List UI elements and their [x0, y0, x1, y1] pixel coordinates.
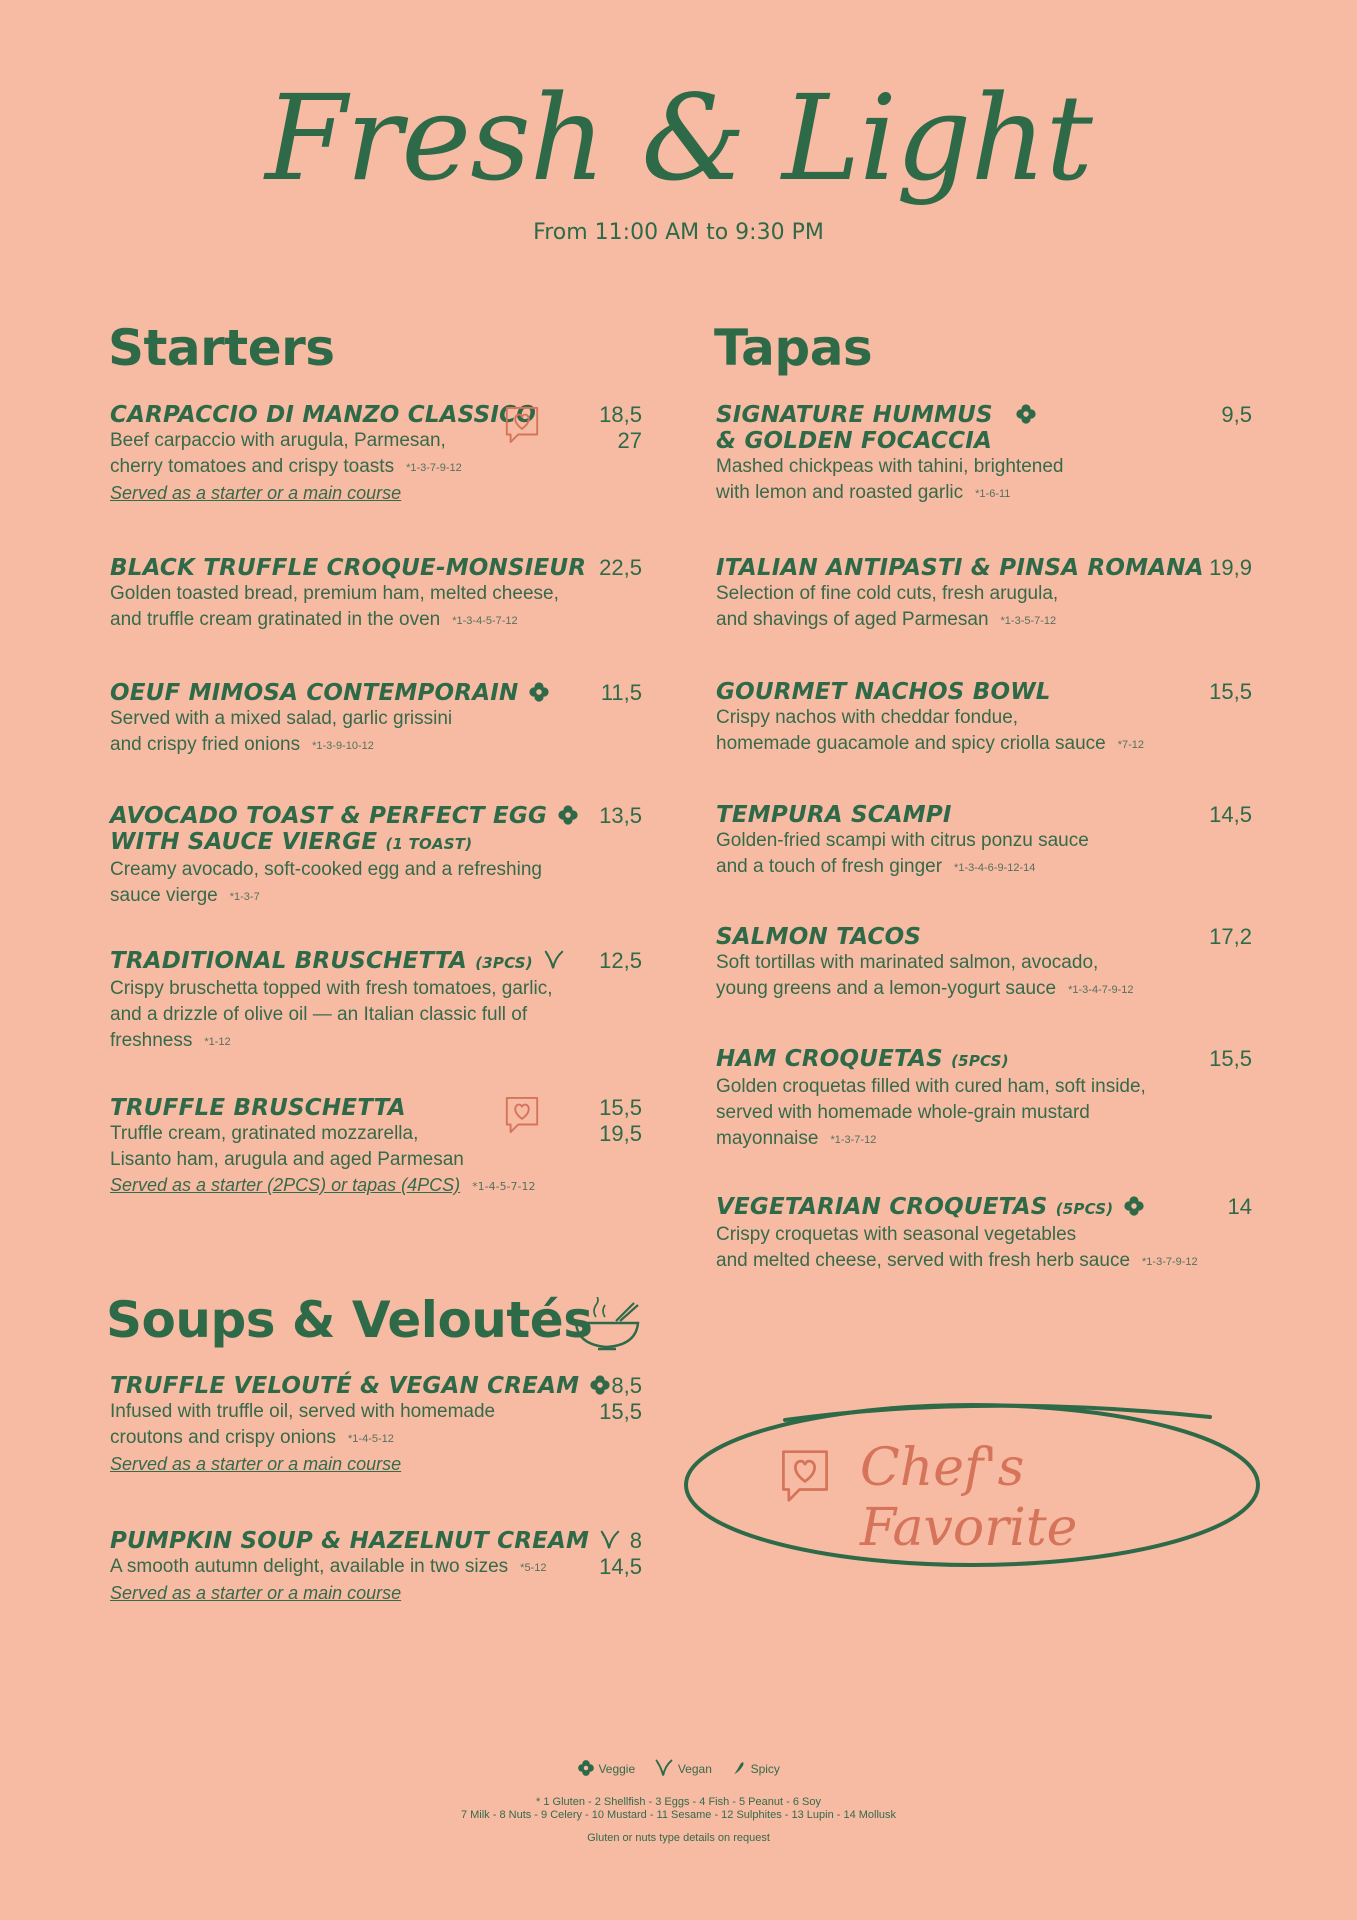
allergen-codes: *1-3-7	[229, 891, 260, 903]
item-desc: and a drizzle of olive oil — an Italian classic full of	[110, 1004, 528, 1025]
allergen-codes: *1-3-4-6-9-12-14	[954, 862, 1036, 874]
item-desc: and a touch of fresh ginger	[716, 856, 943, 877]
allergen-line: * 1 Gluten - 2 Shellfish - 3 Eggs - 4 Fish - 5 Peanut - 6 Soy	[536, 1796, 821, 1808]
allergen-codes: *1-3-9-10-12	[312, 740, 374, 752]
item-name: AVOCADO TOAST & PERFECT EGG	[110, 803, 548, 829]
item-desc: with lemon and roasted garlic	[716, 482, 964, 503]
item-price: 13,5	[599, 803, 642, 828]
menu-item	[110, 803, 642, 910]
chili-icon	[731, 1760, 747, 1776]
allergen-codes: *1-12	[204, 1036, 231, 1048]
vegan-leaf-icon	[654, 1758, 674, 1778]
item-desc: served with homemade whole-grain mustard	[716, 1102, 1090, 1123]
item-price	[599, 402, 642, 454]
item-desc: croutons and crispy onions	[110, 1427, 337, 1448]
allergen-codes: *1-3-7-9-12	[406, 462, 462, 474]
item-name: GOURMET NACHOS BOWL	[716, 679, 1051, 705]
allergen-codes: *1-3-7-9-12	[1142, 1256, 1198, 1268]
item-name: TRADITIONAL BRUSCHETTA	[110, 948, 468, 974]
item-name: TRUFFLE BRUSCHETTA	[110, 1095, 406, 1121]
serving-note: Served as a starter or a main course	[110, 483, 402, 503]
allergen-codes: *1-3-4-7-9-12	[1068, 984, 1134, 996]
allergen-codes: *5-12	[520, 1562, 547, 1574]
clover-icon	[1123, 1195, 1145, 1217]
item-name: HAM CROQUETAS	[716, 1046, 943, 1072]
allergen-legend	[0, 1796, 1357, 1822]
clover-icon	[577, 1759, 595, 1777]
diet-legend	[0, 1758, 1357, 1778]
menu-item	[110, 1095, 642, 1197]
item-portion: (1 TOAST)	[385, 835, 473, 853]
item-name-line2: & GOLDEN FOCACCIA	[716, 428, 992, 454]
item-desc: Crispy bruschetta topped with fresh tomatoes, garlic,	[110, 978, 553, 999]
item-desc: Infused with truffle oil, served with homemade	[110, 1401, 496, 1422]
menu-item	[110, 1373, 642, 1476]
heart-icon	[778, 1446, 832, 1506]
item-desc: A smooth autumn delight, available in two sizes	[110, 1556, 509, 1577]
item-price: 14	[1227, 1194, 1252, 1219]
item-name: VEGETARIAN CROQUETAS	[716, 1194, 1048, 1220]
heart-icon	[503, 1093, 541, 1137]
item-price: 22,5	[599, 555, 642, 580]
item-name-line2: WITH SAUCE VIERGE	[110, 829, 378, 855]
item-desc: Creamy avocado, soft-cooked egg and a refreshing	[110, 859, 542, 880]
item-name: ITALIAN ANTIPASTI & PINSA ROMANA	[716, 555, 1204, 581]
item-desc: Soft tortillas with marinated salmon, avocado,	[716, 952, 1099, 973]
gluten-note: Gluten or nuts type details on request	[587, 1832, 770, 1844]
allergen-line: 7 Milk - 8 Nuts - 9 Celery - 10 Mustard - 11 Sesame - 12 Sulphites - 13 Lupin - 14 Mollusk	[460, 1809, 897, 1821]
item-name: TEMPURA SCAMPI	[716, 802, 952, 828]
clover-icon	[1015, 403, 1037, 425]
soup-bowl-icon	[572, 1297, 642, 1353]
item-desc: freshness	[110, 1030, 193, 1051]
item-desc: Beef carpaccio with arugula, Parmesan,	[110, 430, 446, 451]
menu-item	[716, 1046, 1252, 1153]
allergen-codes: *1-3-4-5-7-12	[452, 615, 518, 627]
opening-hours: From 11:00 AM to 9:30 PM	[533, 220, 824, 245]
legend-veggie: Veggie	[598, 1762, 636, 1776]
item-desc: Golden toasted bread, premium ham, melted cheese,	[110, 583, 559, 604]
serving-note: Served as a starter or a main course	[110, 1583, 402, 1603]
section-title-starters: Starters	[108, 319, 335, 377]
heart-icon	[503, 403, 541, 447]
allergen-codes: *1-4-5-7-12	[472, 1180, 536, 1193]
menu-item	[716, 679, 1252, 758]
item-name: SALMON TACOS	[716, 924, 922, 950]
item-name: PUMPKIN SOUP & HAZELNUT CREAM	[110, 1528, 590, 1554]
section-title-soups: Soups & Veloutés	[106, 1291, 593, 1349]
item-name: SIGNATURE HUMMUS	[716, 402, 993, 428]
item-desc: Crispy croquetas with seasonal vegetables	[716, 1224, 1077, 1245]
item-desc: Golden croquetas filled with cured ham, soft inside,	[716, 1076, 1146, 1097]
price-small: 8,5	[611, 1373, 642, 1398]
item-desc: and shavings of aged Parmesan	[716, 609, 989, 630]
allergen-codes: *1-4-5-12	[348, 1433, 394, 1445]
clover-icon	[528, 681, 550, 703]
item-price	[599, 1528, 642, 1580]
item-name: CARPACCIO DI MANZO CLASSICO	[110, 402, 536, 428]
price-large: 27	[617, 428, 642, 453]
page-title: Fresh & Light	[265, 69, 1092, 207]
item-desc: and crispy fried onions	[110, 734, 301, 755]
menu-item	[110, 948, 642, 1055]
item-desc: cherry tomatoes and crispy toasts	[110, 456, 395, 477]
item-name: TRUFFLE VELOUTÉ & VEGAN CREAM	[110, 1373, 580, 1399]
price-small: 18,5	[599, 402, 642, 427]
menu-item	[110, 1528, 642, 1605]
menu-item	[110, 555, 642, 634]
allergen-codes: *1-3-7-12	[830, 1134, 877, 1146]
menu-item	[716, 1194, 1252, 1275]
price-large: 19,5	[599, 1121, 642, 1146]
item-desc: sauce vierge	[110, 885, 218, 906]
allergen-codes: *1-3-5-7-12	[1000, 615, 1057, 627]
menu-item	[110, 680, 642, 759]
item-price: 14,5	[1209, 802, 1252, 827]
allergen-codes: *7-12	[1117, 739, 1145, 751]
clover-icon	[557, 804, 579, 826]
item-desc: Crispy nachos with cheddar fondue,	[716, 707, 1019, 728]
item-desc: mayonnaise	[716, 1128, 819, 1149]
item-portion: (5PCS)	[1055, 1200, 1114, 1218]
item-price: 19,9	[1209, 555, 1252, 580]
item-portion: (5PCS)	[951, 1052, 1009, 1070]
legend-vegan: Vegan	[677, 1762, 712, 1776]
item-portion: (3PCS)	[475, 954, 533, 972]
item-name: OEUF MIMOSA CONTEMPORAIN	[110, 680, 519, 706]
price-large: 15,5	[599, 1399, 642, 1424]
item-desc: and melted cheese, served with fresh herb sauce	[716, 1250, 1131, 1271]
serving-note: Served as a starter or a main course	[110, 1454, 402, 1474]
item-desc: and truffle cream gratinated in the oven	[110, 609, 441, 630]
item-desc: Served with a mixed salad, garlic grissini	[110, 708, 453, 729]
item-price	[599, 1373, 642, 1425]
item-desc: Selection of fine cold cuts, fresh arugula,	[716, 583, 1059, 604]
price-small: 8	[629, 1528, 642, 1553]
item-price: 9,5	[1221, 402, 1252, 427]
item-price: 17,2	[1209, 924, 1252, 949]
item-price	[599, 1095, 642, 1147]
chefs-favorite-label: Chef's Favorite	[860, 1438, 1078, 1558]
menu-item	[716, 924, 1252, 1003]
menu-item	[716, 402, 1252, 507]
item-desc: Golden-fried scampi with citrus ponzu sauce	[716, 830, 1089, 851]
price-small: 15,5	[599, 1095, 642, 1120]
item-desc: homemade guacamole and spicy criolla sauce	[716, 733, 1106, 754]
serving-note: Served as a starter (2PCS) or tapas (4PCS)	[110, 1175, 461, 1195]
menu-item	[716, 555, 1252, 634]
menu-item	[110, 402, 642, 505]
item-price: 15,5	[1209, 1046, 1252, 1071]
item-desc: young greens and a lemon-yogurt sauce	[716, 978, 1057, 999]
section-title-tapas: Tapas	[714, 319, 873, 377]
legend-spicy: Spicy	[750, 1762, 780, 1776]
item-price: 12,5	[599, 948, 642, 973]
item-price: 15,5	[1209, 679, 1252, 704]
item-desc: Lisanto ham, arugula and aged Parmesan	[110, 1149, 464, 1170]
menu-item	[716, 802, 1252, 881]
allergen-codes: *1-6-11	[975, 488, 1011, 500]
price-large: 14,5	[599, 1554, 642, 1579]
item-desc: Truffle cream, gratinated mozzarella,	[110, 1123, 419, 1144]
item-desc: Mashed chickpeas with tahini, brightened	[716, 456, 1064, 477]
vegan-leaf-icon	[543, 949, 565, 971]
item-price: 11,5	[600, 680, 642, 705]
item-name: BLACK TRUFFLE CROQUE-MONSIEUR	[110, 555, 587, 581]
